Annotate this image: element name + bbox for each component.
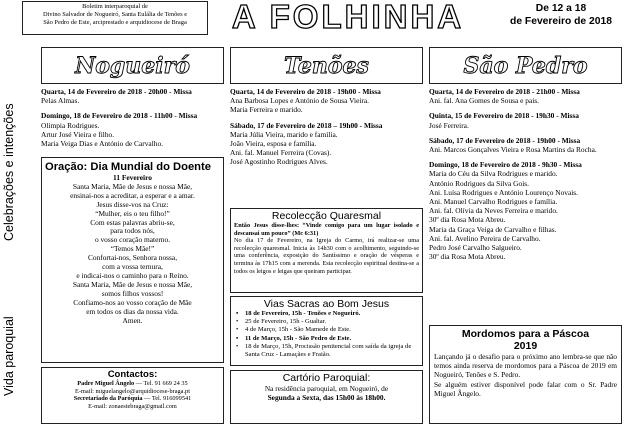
mass-intention: João Vieira, esposa e família. [230, 139, 317, 149]
prayer-box [41, 157, 224, 363]
mass-intention: Ani. Manuel Carvalho Rodrigues e família. [429, 197, 558, 207]
mass-intention: Olimpia Rodrigues. [41, 120, 100, 130]
prayer-text [42, 174, 223, 325]
contacts-title: Contactos: [107, 369, 158, 380]
prayer-line: Amen. [122, 315, 143, 325]
station-item: • 18 de Março, 15h, Procissão penitencial com saída da igreja de Santa Cruz - Lamaçães e Fraião. [236, 343, 419, 359]
nogueiro-masses [41, 87, 224, 150]
contact-priest: Padre Miguel Ângelo — Tel. 91 669 24 35 [77, 380, 188, 387]
mass-heading: Sábado, 17 de Fevereiro de 2018 - 19h00 - Missa [429, 135, 581, 145]
parish-office-box [230, 370, 423, 424]
stations-box [230, 296, 423, 366]
issue-date-line: De 12 a 18 [535, 3, 587, 14]
office-name: Secretariado da Paróquia [73, 395, 143, 403]
stations-title: Vias Sacras ao Bom Jesus [263, 298, 390, 310]
prayer-line: Confortai-nos, Senhora nossa, [87, 253, 178, 263]
mass-entry [429, 136, 622, 154]
prayer-line: Confiamo-nos ao vosso coração de Mãe [73, 297, 192, 307]
mass-intention: Maria da Graça Veiga de Carvalho e filhas. [429, 224, 557, 234]
mass-heading: Quarta, 14 de Fevereiro de 2018 - 19h00 - Missa [230, 87, 381, 96]
mass-intention: Ani. fal. Ana Gomes de Sousa e pais. [429, 96, 540, 106]
prayer-line: somos filhos vossos! [101, 288, 164, 298]
parish-banner-tenoes: Tenões [230, 47, 423, 84]
parish-banner-sao-pedro: São Pedro [429, 47, 622, 84]
station-item: • 11 de Março, 15h - São Pedro de Este. [236, 335, 419, 343]
easter-stewards-box [429, 325, 622, 424]
contact-office: Secretariado da Paróquia — Tel. 916099541 [73, 395, 192, 403]
station-item: • 18 de Fevereiro, 15h - Tenões e Nogueiró. [236, 310, 419, 318]
mass-intention: Ana Barbosa Lopes e António de Sousa Vieira. [230, 96, 369, 106]
mass-entry [429, 87, 622, 105]
mass-heading: Quarta, 14 de Fevereiro de 2018 - 20h00 - Missa [41, 87, 192, 96]
office-hours: Segunda a Sexta, das 15h00 às 18h00. [267, 393, 386, 403]
priest-email[interactable]: E-mail: miguelangelo@arquidiocese-braga.pt [75, 387, 190, 395]
mass-intention: Ani. Marcos Gonçalves Vieira e Rosa Martins da Rocha. [429, 145, 597, 155]
mass-intention: Maria Ferreira e marido. [230, 105, 303, 115]
mass-intention: José Agostinho Rodrigues Alves. [230, 157, 328, 167]
mass-entry [429, 160, 622, 261]
office-phone[interactable]: Tel. 916099541 [151, 395, 192, 403]
mass-heading: Quinta, 15 de Fevereiro de 2018 - 19h30 - Missa [429, 111, 579, 121]
mass-intention: António Rodrigues da Silva Gois. [429, 178, 529, 188]
prayer-line: o vosso coração materno. [94, 235, 171, 245]
mass-intention: José Ferreira. [429, 120, 469, 130]
prayer-line: em todos os dias da nossa vida. [86, 306, 179, 316]
mass-intention: Ani. fal. Manuel Ferreira (Covas). [230, 148, 332, 158]
issue-dates [487, 3, 635, 28]
prayer-line: “Temos Mãe!” [110, 244, 155, 254]
mass-intention: Ani. fal. Olívia da Neves Ferreira e marido. [429, 206, 558, 216]
stewards-body-contact: Se alguém estiver disponível pode falar com o Sr. Padre Miguel Ângelo. [434, 379, 617, 398]
issue-date-line: de Fevereiro de 2018 [510, 15, 612, 27]
mass-intention: Ani. fal. Avelino Pereira de Carvalho. [429, 233, 541, 243]
side-label-parish-life: Vida paroquial [2, 316, 16, 396]
station-item: • 4 de Março, 15h - São Mamede de Este. [236, 326, 419, 334]
office-email[interactable]: E-mail: zonaestebraga@gmail.com [88, 402, 177, 410]
stewards-title: Mordomos para a Páscoa [461, 328, 590, 340]
mass-heading: Sábado, 17 de Fevereiro de 2018 – 19h00 - Missa [230, 120, 383, 130]
side-label-celebrations: Celebrações e intenções [2, 103, 16, 241]
mass-entry [41, 111, 224, 148]
prayer-line: para todos nós, [110, 226, 155, 236]
stewards-year: 2019 [513, 340, 538, 352]
bulletin-line: Boletim interparoquial de [82, 3, 148, 10]
prayer-line: Jesus disse-vos na Cruz: [96, 199, 169, 209]
prayer-title: Oração: Dia Mundial do Doente [45, 161, 211, 173]
mass-intention: Maria do Céu da Silva Rodrigues e marido. [429, 169, 558, 179]
mass-heading: Domingo, 18 de Fevereiro de 2018 - 9h30 - Missa [429, 160, 582, 170]
mass-intention: Ani. Luísa Rodrigues e António Lourenço Novais. [429, 187, 579, 197]
masthead-title: A FOLHINHA [231, 0, 465, 35]
prayer-line: “Mulher, eis o teu filho!” [95, 208, 170, 218]
prayer-line: Santa Maria, Mãe de Jesus e nossa Mãe, [72, 181, 193, 191]
prayer-line: Santa Maria, Mãe de Jesus e nossa Mãe, [72, 279, 193, 289]
mass-intention: Artur José Vieira e filho. [41, 129, 115, 139]
sao-pedro-masses [429, 87, 622, 263]
mass-intention: Pedro José Carvalho Salgueiro. [429, 243, 522, 253]
office-title: Cartório Paroquial: [282, 372, 371, 384]
stewards-body: Lançando já o desafio para o próximo ano lembra-se que não temos ainda reserva de mordomos para a Páscoa de 2019 em Nogueiró, Tenões e S. Pedro. [434, 352, 617, 380]
mass-intention: Maria Veiga Dias e António de Carvalho. [41, 139, 163, 149]
bulletin-line: Divino Salvador de Nogueiró, Santa Eulália de Tenões e [42, 10, 188, 18]
station-item: • 25 de Fevereiro, 15h - Gualtar. [236, 318, 419, 326]
prayer-line: e indicai-nos o caminho para o Reino. [76, 270, 189, 280]
mass-heading: Domingo, 18 de Fevereiro de 2018 - 11h00 - Missa [41, 111, 198, 121]
lent-body: No dia 17 de Fevereiro, na Igreja do Carmo, irá realizar-se uma recolecção quaresmal. Inicia às 14h30 com o acolhimento, seguindo-se uma conferência, exposição do Santíssimo e oração de vésperas e termina às 17h15 com a merenda. Esta recolecção espiritual destina-se a todos os leigos e leigas que queiram participar. [234, 237, 419, 275]
mass-entry [230, 121, 423, 167]
tenoes-masses [230, 87, 423, 169]
mass-intention: 30º dia Rosa Mota Abreu. [429, 252, 506, 262]
contacts-box [41, 367, 224, 424]
mass-heading: Quarta, 14 de Fevereiro de 2018 - 21h00 - Missa [429, 87, 580, 96]
prayer-line: ensinai-nos a acreditar, a esperar e a amar. [70, 190, 195, 200]
prayer-date: 11 Fevereiro [113, 173, 152, 182]
mass-entry [230, 87, 423, 115]
mass-intention: Maria Júlia Vieira, marido e família. [230, 129, 338, 139]
bulletin-line: São Pedro de Este, arciprestado e arquidiocese de Braga [43, 18, 187, 26]
mass-intention: Pelas Almas. [41, 96, 80, 106]
prayer-line: com a vossa ternura, [102, 262, 163, 272]
parish-banner-nogueiro: Nogueiró [41, 47, 224, 84]
lent-title: Recolecção Quaresmal [271, 210, 382, 222]
priest-phone[interactable]: Tel. 91 669 24 35 [143, 380, 188, 387]
priest-name: Padre Miguel Ângelo [77, 380, 135, 387]
lent-retreat-box [230, 208, 423, 293]
mass-intention: 30º dia Rosa Mota Abreu. [429, 215, 506, 225]
mass-entry [429, 111, 622, 129]
mass-entry [41, 87, 224, 105]
lent-quote: Então Jesus disse-lhes: “Vinde comigo para um lugar isolado e descansai um pouco” (Mc 6:31) [234, 222, 419, 237]
office-line: Na residência paroquial, em Nogueiró, de [264, 384, 389, 393]
bulletin-description [22, 1, 208, 35]
prayer-line: Com estas palavras abriu-se, [90, 217, 175, 227]
stations-list [234, 310, 419, 359]
